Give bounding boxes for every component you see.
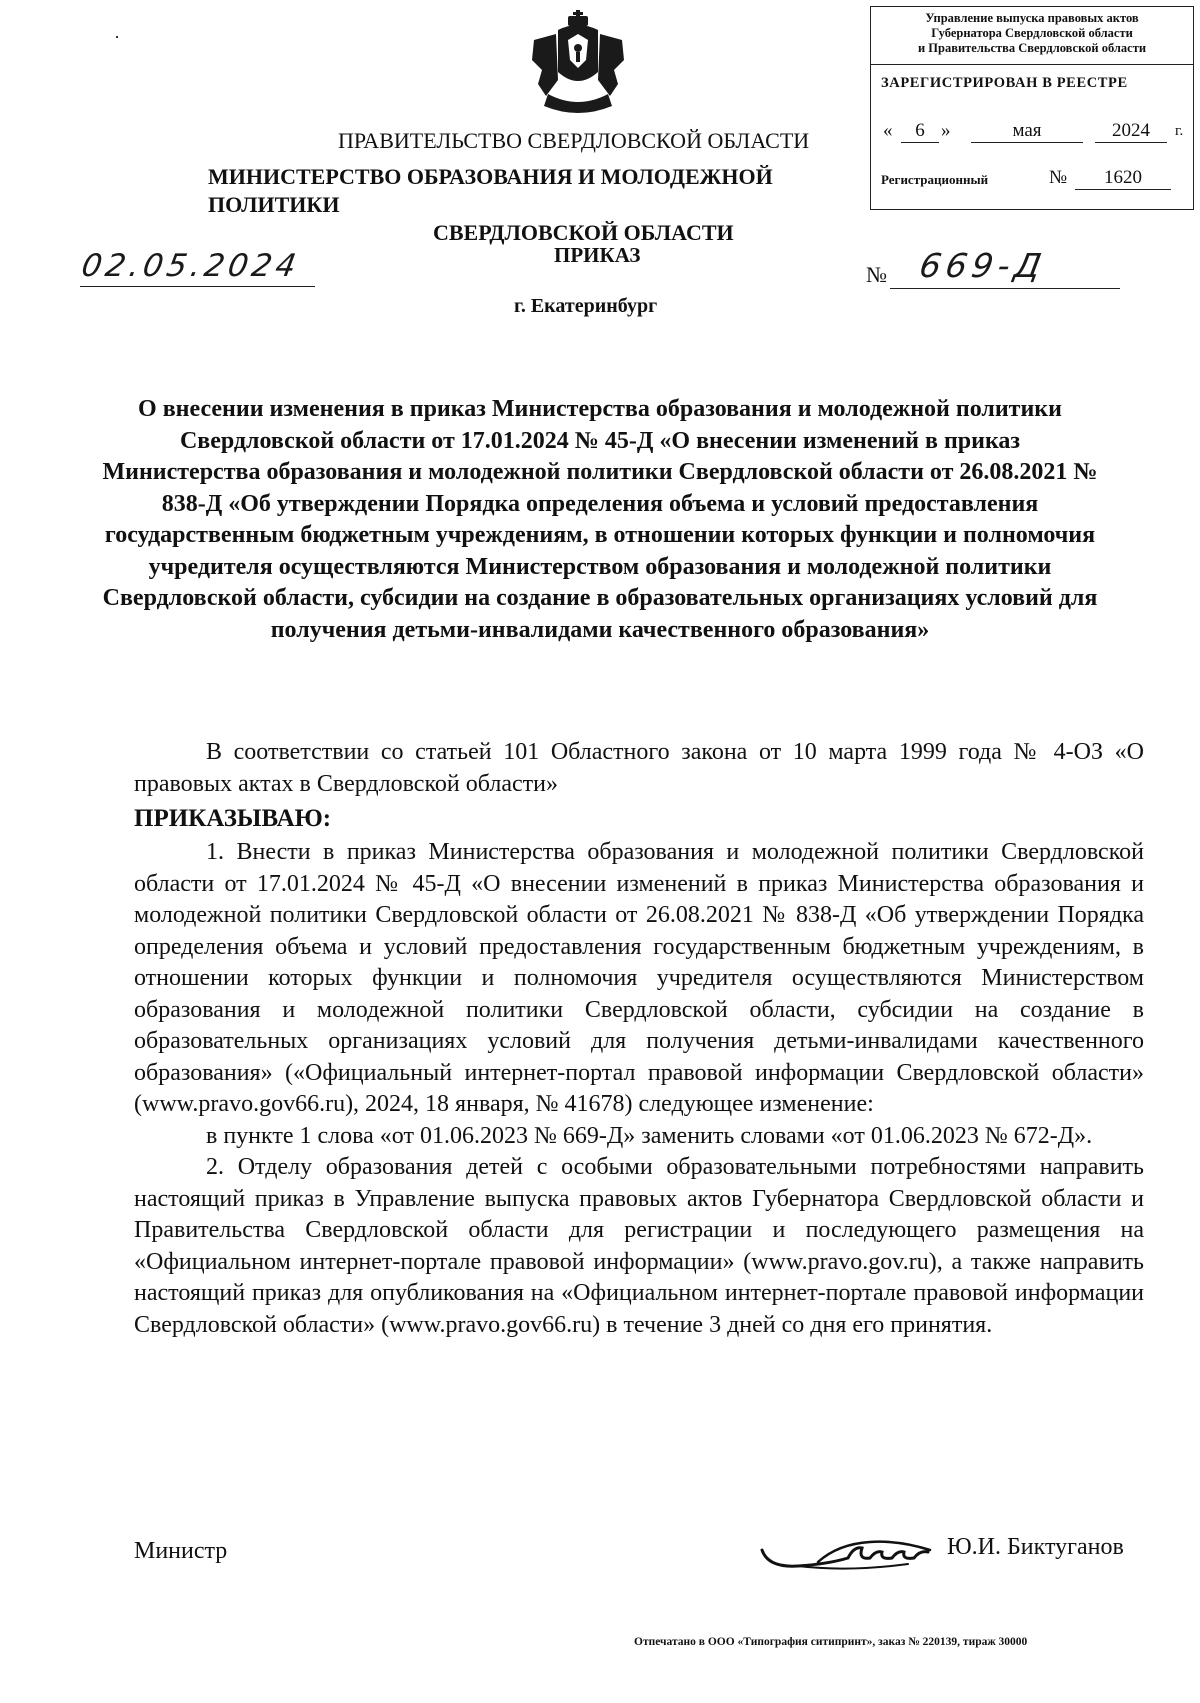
stamp-reg-number-sign: № <box>1049 167 1068 188</box>
ministry-line-1: МИНИСТЕРСТВО ОБРАЗОВАНИЯ И МОЛОДЕЖНОЙ ПОЛИТИКИ <box>208 164 773 217</box>
handwritten-date: 02.05.2024 <box>78 248 303 284</box>
stamp-authority-line: Губернатора Свердловской области <box>931 26 1133 40</box>
stamp-status: ЗАРЕГИСТРИРОВАН В РЕЕСТРЕ <box>881 75 1128 91</box>
stamp-reg-label: Регистрационный <box>881 172 989 187</box>
stamp-reg-number-value: 1620 <box>1075 167 1171 190</box>
date-underline <box>80 286 315 287</box>
number-underline <box>890 288 1120 289</box>
registration-stamp <box>870 6 1194 210</box>
order-items <box>134 837 1144 1341</box>
stamp-quote-open: « <box>883 120 893 141</box>
document-city: г. Екатеринбург <box>514 295 658 317</box>
print-footer: Отпечатано в ООО «Типография ситипринт», заказ № 220139, тираж 30000 <box>634 1636 1028 1648</box>
order-word: ПРИКАЗЫВАЮ: <box>134 805 332 832</box>
stamp-authority-line: и Правительства Свердловской области <box>917 41 1147 55</box>
stamp-quote-close: » <box>941 120 951 141</box>
stamp-day: 6 <box>901 120 939 143</box>
ministry-line-2: СВЕРДЛОВСКОЙ ОБЛАСТИ <box>433 220 734 245</box>
stamp-month: мая <box>971 120 1083 143</box>
preamble: В соответствии со статьей 101 Областного закона от 10 марта 1999 года № 4-ОЗ «О правовых актах в Свердловской области» <box>134 739 1144 797</box>
ministry-heading <box>208 163 868 245</box>
stamp-year: 2024 <box>1095 120 1167 143</box>
stamp-year-suffix: г. <box>1175 123 1184 139</box>
handwritten-number: 669-Д <box>916 246 1050 285</box>
stamp-authority-line: Управление выпуска правовых актов <box>925 11 1139 25</box>
signatory-name: Ю.И. Биктуганов <box>947 1534 1124 1560</box>
government-heading: ПРАВИТЕЛЬСТВО СВЕРДЛОВСКОЙ ОБЛАСТИ <box>338 128 810 153</box>
document-title: О внесении изменения в приказ Министерства образования и молодежной политики Свердловской области от 17.01.2024 № 45-Д «О внесении изменений в приказ Министерства образования и молодежной политики Свердловской области от 26.08.2021 № 838-Д «Об утверждении Порядка определения объема и условий предоставления государственным бюджетным учреждениям, в отношении которых функции и полномочия учредителя осуществляются Министерством образования и молодежной политики Свердловской области, субсидии на создание в образовательных организациях условий для получения детьми-инвалидами качественного образования» <box>102 396 1098 643</box>
document-type: ПРИКАЗ <box>554 243 641 267</box>
scan-speck <box>116 36 118 38</box>
coat-of-arms-icon <box>528 10 628 118</box>
order-item-1-change: в пункте 1 слова «от 01.06.2023 № 669-Д» заменить словами «от 01.06.2023 № 672-Д». <box>206 1122 1093 1149</box>
order-item-2: 2. Отделу образования детей с особыми образовательными потребностями направить настоящий приказ в Управление выпуска правовых актов Губернатора Свердловской области и Правительства Свердловской области для регистрации и последующего размещения на «Официальном интернет-портале правовой информации» (www.pravo.gov.ru), а также направить настоящий приказ для опубликования на «Официальном интернет-портале правовой информации Свердловской области» (www.pravo.gov66.ru) в течение 3 дней со дня его принятия. <box>134 1154 1144 1338</box>
order-item-1: 1. Внести в приказ Министерства образования и молодежной политики Свердловской области от 17.01.2024 № 45-Д «О внесении изменений в приказ Министерства образования и молодежной политики Свердловской области от 26.08.2021 № 838-Д «Об утверждении Порядка определения объема и условий предоставления государственным бюджетным учреждениям, в отношении которых функции и полномочия учредителя осуществляются Министерством образования и молодежной политики Свердловской области, субсидии на создание в образовательных организациях условий для получения детьми-инвалидами качественного образования» («Официальный интернет-портал правовой информации Свердловской области» (www.pravo.gov66.ru), 2024, 18 января, № 41678) следующее изменение: <box>134 839 1144 1117</box>
signature-icon <box>758 1528 936 1578</box>
number-sign: № <box>866 262 887 287</box>
signatory-position: Министр <box>134 1538 228 1564</box>
stamp-authority <box>871 7 1193 65</box>
